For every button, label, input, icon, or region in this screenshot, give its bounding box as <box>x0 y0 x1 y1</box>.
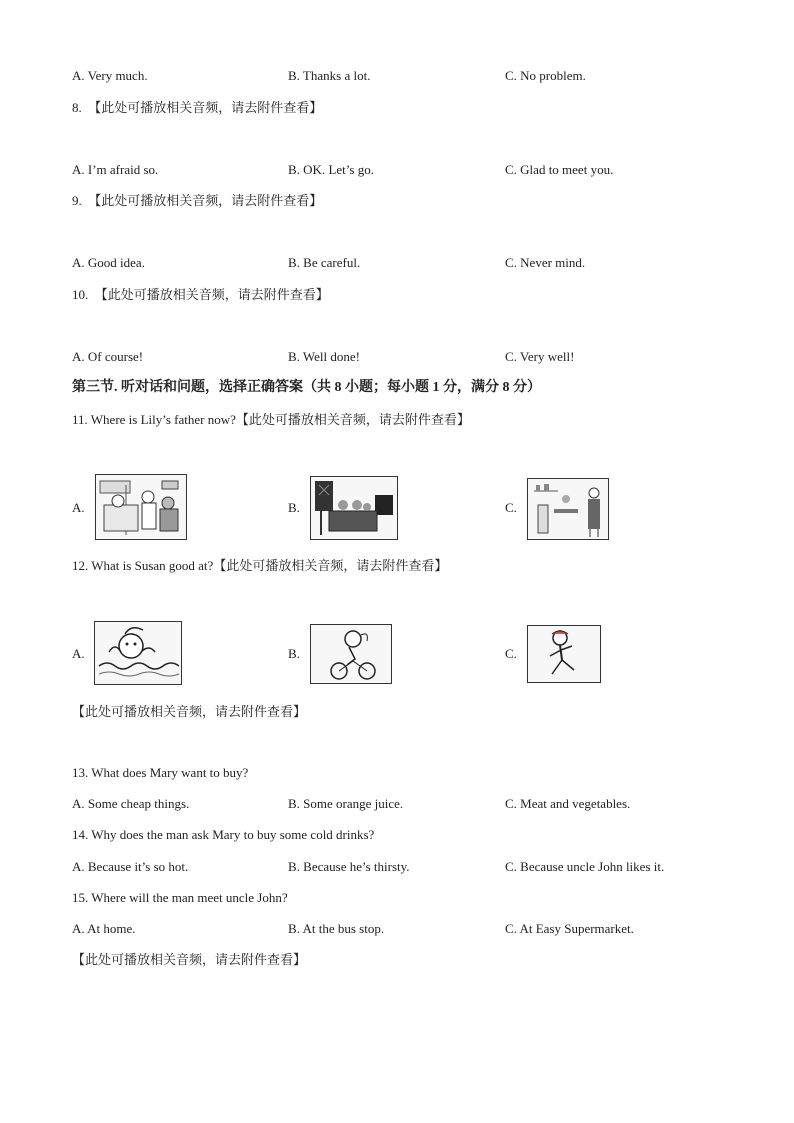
q10-option-a: A. Of course! <box>72 349 144 364</box>
q9-option-b: B. Be careful. <box>288 255 361 270</box>
audio-note[interactable]: 【此处可播放相关音频，请去附件查看】 <box>213 558 448 573</box>
q14-question: 14. Why does the man ask Mary to buy some cold drinks? <box>72 827 375 842</box>
office-scene-icon <box>528 479 608 539</box>
q15-option-a: A. At home. <box>72 921 136 936</box>
q8-option-a: A. I’m afraid so. <box>72 162 159 177</box>
q10-option-c: C. Very well! <box>505 349 575 364</box>
q13-option-b: B. Some orange juice. <box>288 796 404 811</box>
q13-option-a: A. Some cheap things. <box>72 796 190 811</box>
audio-note[interactable]: 【此处可播放相关音频，请去附件查看】 <box>235 412 470 427</box>
q12-label-c: C. <box>505 646 517 661</box>
q9-number: 9. <box>72 193 82 208</box>
audio-note[interactable]: 【此处可播放相关音频，请去附件查看】 <box>88 100 323 115</box>
q11-label-b: B. <box>288 500 300 515</box>
q8-prompt <box>72 100 322 116</box>
q7-option-b: B. Thanks a lot. <box>288 68 371 83</box>
q12-image-a-swimming <box>94 621 182 685</box>
q7-option-a: A. Very much. <box>72 68 148 83</box>
q13-question: 13. What does Mary want to buy? <box>72 765 249 780</box>
q14-option-c: C. Because uncle John likes it. <box>505 859 665 874</box>
q7-option-c: C. No problem. <box>505 68 586 83</box>
swimming-girl-icon <box>95 622 181 684</box>
q8-option-c: C. Glad to meet you. <box>505 162 614 177</box>
section-3-title: 第三节. 听对话和问题，选择正确答案（共 8 小题；每小题 1 分，满分 8 分） <box>72 380 541 395</box>
audio-note[interactable]: 【此处可播放相关音频，请去附件查看】 <box>72 704 307 719</box>
q11-text: 11. Where is Lily’s father now? <box>72 412 236 427</box>
q8-number: 8. <box>72 100 82 115</box>
q14-option-a: A. Because it’s so hot. <box>72 859 189 874</box>
q11-label-c: C. <box>505 500 517 515</box>
q11-image-b-living-room <box>310 476 398 540</box>
q15-question: 15. Where will the man meet uncle John? <box>72 890 288 905</box>
hospital-scene-icon <box>96 475 186 539</box>
q10-number: 10. <box>72 287 89 302</box>
q12-label-b: B. <box>288 646 300 661</box>
q8-option-b: B. OK. Let’s go. <box>288 162 374 177</box>
q11-image-c-office <box>527 478 609 540</box>
q11-question <box>72 412 470 428</box>
living-room-scene-icon <box>311 477 397 539</box>
q10-prompt <box>72 287 329 303</box>
q12-question <box>72 558 447 574</box>
q11-image-a-hospital <box>95 474 187 540</box>
q15-option-b: B. At the bus stop. <box>288 921 385 936</box>
running-girl-icon <box>528 626 600 682</box>
audio-note[interactable]: 【此处可播放相关音频，请去附件查看】 <box>72 952 307 967</box>
audio-note[interactable]: 【此处可播放相关音频，请去附件查看】 <box>94 287 329 302</box>
q11-label-a: A. <box>72 500 85 515</box>
q12-image-c-running <box>527 625 601 683</box>
q10-option-b: B. Well done! <box>288 349 361 364</box>
q9-prompt <box>72 193 322 209</box>
cycling-girl-icon <box>311 625 391 683</box>
q14-option-b: B. Because he’s thirsty. <box>288 859 410 874</box>
q12-label-a: A. <box>72 646 85 661</box>
q9-option-c: C. Never mind. <box>505 255 586 270</box>
q9-option-a: A. Good idea. <box>72 255 145 270</box>
audio-note[interactable]: 【此处可播放相关音频，请去附件查看】 <box>88 193 323 208</box>
q15-option-c: C. At Easy Supermarket. <box>505 921 634 936</box>
q12-image-b-cycling <box>310 624 392 684</box>
q12-text: 12. What is Susan good at? <box>72 558 214 573</box>
q13-option-c: C. Meat and vegetables. <box>505 796 631 811</box>
